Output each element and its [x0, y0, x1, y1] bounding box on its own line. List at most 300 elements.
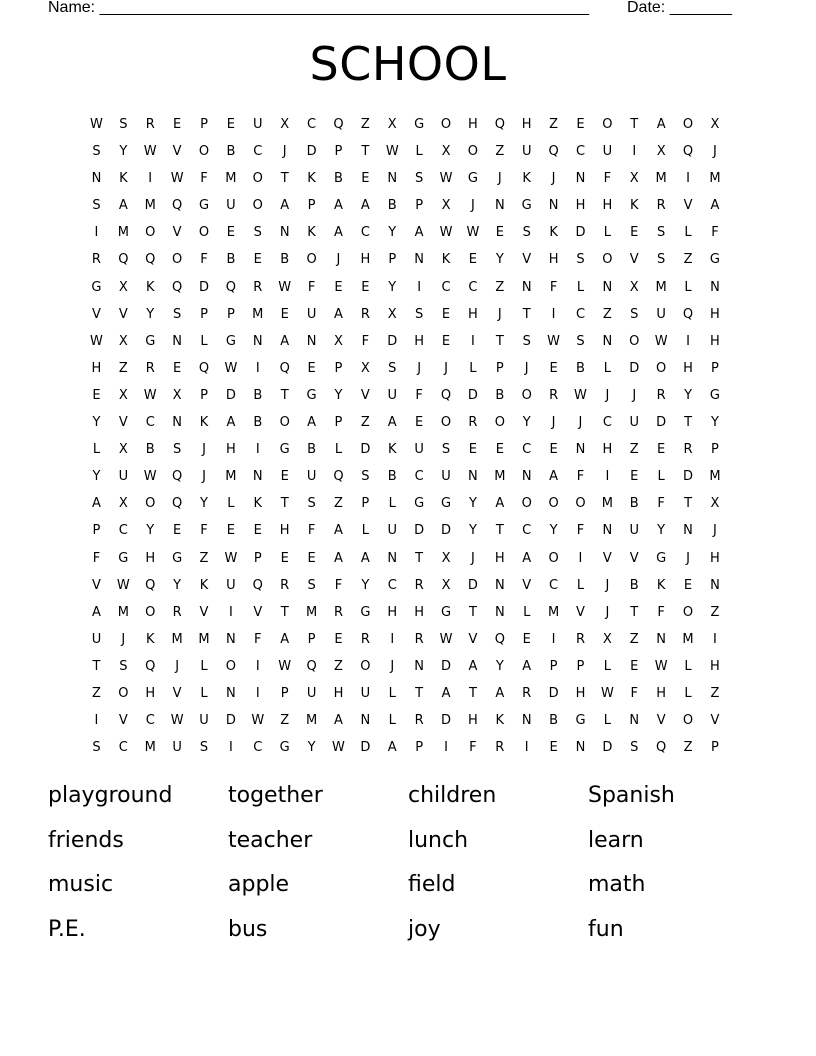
grid-letter: X	[710, 117, 720, 132]
grid-letter: C	[118, 740, 128, 756]
grid-letter: L	[200, 685, 208, 701]
grid-letter: L	[415, 144, 423, 160]
grid-letter: A	[280, 631, 290, 647]
grid-letter: C	[145, 713, 155, 729]
grid-letter: R	[414, 631, 424, 647]
grid-letter: S	[92, 198, 101, 214]
grid-letter: A	[414, 225, 424, 241]
word-list-item: Spanish	[588, 783, 675, 808]
grid-letter: D	[199, 279, 210, 295]
grid-letter: H	[145, 550, 156, 566]
grid-letter: H	[279, 523, 290, 539]
grid-letter: S	[119, 117, 128, 132]
grid-letter: Z	[91, 685, 101, 701]
grid-letter: F	[657, 604, 665, 620]
grid-letter: M	[682, 631, 694, 647]
grid-letter: T	[684, 496, 693, 512]
grid-letter: F	[254, 631, 262, 647]
grid-letter: V	[172, 144, 182, 160]
grid-letter: A	[360, 550, 370, 566]
grid-letter: W	[439, 225, 453, 241]
grid-letter: K	[307, 225, 316, 241]
grid-letter: Y	[334, 387, 343, 403]
grid-letter: E	[549, 442, 558, 458]
grid-letter: Y	[495, 252, 504, 268]
grid-letter: I	[255, 442, 260, 458]
grid-letter: G	[91, 279, 102, 295]
grid-letter: X	[118, 387, 128, 403]
grid-letter: D	[441, 523, 452, 539]
grid-letter: P	[576, 658, 585, 674]
grid-letter: K	[199, 577, 209, 593]
grid-letter: X	[629, 279, 639, 295]
grid-letter: R	[656, 387, 666, 403]
header	[48, 0, 748, 19]
grid-letter: U	[656, 306, 666, 322]
grid-letter: A	[91, 496, 101, 512]
grid-letter: P	[361, 496, 370, 512]
grid-letter: L	[657, 469, 665, 485]
grid-letter: P	[388, 252, 397, 268]
grid-letter: B	[226, 144, 236, 160]
grid-letter: V	[602, 550, 612, 566]
grid-letter: G	[172, 550, 183, 566]
word-list-item: teacher	[228, 827, 313, 853]
grid-letter: N	[91, 171, 102, 187]
grid-letter: Y	[468, 496, 477, 512]
grid-letter: R	[414, 577, 424, 593]
grid-letter: F	[711, 225, 719, 241]
grid-letter: U	[602, 144, 613, 160]
grid-letter: C	[118, 523, 128, 539]
grid-letter: Y	[146, 306, 155, 322]
word-list-item: together	[228, 783, 323, 808]
grid-letter: H	[145, 685, 156, 701]
grid-letter: F	[361, 333, 370, 349]
grid-letter: C	[441, 279, 451, 295]
grid-letter: U	[172, 740, 182, 756]
grid-letter: V	[118, 713, 128, 729]
grid-letter: J	[390, 658, 395, 674]
grid-letter: G	[279, 740, 290, 756]
grid-letter: N	[414, 658, 424, 674]
grid-letter: U	[441, 469, 451, 485]
grid-letter: J	[605, 577, 610, 593]
grid-letter: E	[361, 279, 370, 295]
grid-letter: T	[495, 523, 504, 539]
grid-letter: F	[334, 577, 343, 593]
grid-letter: D	[441, 713, 452, 729]
grid-letter: N	[494, 604, 505, 620]
grid-letter: K	[119, 171, 128, 187]
grid-letter: X	[118, 442, 128, 458]
grid-letter: Q	[172, 198, 183, 214]
grid-letter: I	[228, 740, 233, 756]
grid-letter: A	[226, 415, 236, 431]
grid-letter: E	[495, 442, 504, 458]
grid-letter: Y	[92, 415, 101, 431]
grid-letter: W	[170, 171, 184, 187]
grid-letter: D	[548, 685, 559, 701]
grid-letter: G	[198, 198, 210, 214]
grid-letter: N	[494, 198, 505, 214]
grid-letter: H	[494, 550, 505, 566]
grid-letter: I	[94, 225, 99, 241]
grid-letter: Q	[252, 577, 263, 593]
grid-letter: S	[522, 225, 531, 241]
grid-letter: I	[255, 360, 260, 376]
grid-letter: Q	[494, 117, 505, 132]
grid-letter: L	[200, 333, 208, 349]
grid-letter: V	[656, 713, 666, 729]
grid-letter: U	[118, 469, 129, 485]
grid-letter: B	[226, 252, 236, 268]
grid-letter: W	[439, 631, 453, 647]
grid-letter: U	[91, 631, 102, 647]
grid-letter: L	[388, 713, 396, 729]
grid-letter: X	[172, 387, 182, 403]
grid-letter: H	[602, 442, 613, 458]
grid-letter: E	[280, 550, 289, 566]
word-list-item: joy	[408, 916, 441, 942]
grid-letter: F	[549, 279, 558, 295]
grid-letter: L	[200, 658, 208, 674]
grid-letter: Q	[494, 631, 505, 647]
grid-letter: A	[495, 496, 505, 512]
grid-letter: R	[253, 279, 263, 295]
grid-letter: F	[630, 685, 638, 701]
grid-letter: A	[91, 604, 101, 620]
grid-letter: A	[441, 685, 451, 701]
grid-letter: M	[494, 469, 506, 485]
grid-letter: E	[173, 117, 182, 132]
grid-letter: G	[225, 333, 236, 349]
grid-letter: D	[225, 713, 236, 729]
grid-letter: R	[414, 713, 424, 729]
grid-letter: Z	[280, 713, 290, 729]
grid-letter: P	[307, 198, 316, 214]
grid-letter: R	[495, 740, 505, 756]
grid-letter: P	[200, 306, 208, 322]
grid-letter: Q	[225, 279, 237, 295]
grid-letter: H	[683, 360, 693, 376]
grid-letter: P	[711, 360, 719, 376]
grid-letter: U	[629, 523, 640, 539]
grid-letter: P	[200, 387, 208, 403]
grid-letter: J	[336, 252, 341, 268]
grid-letter: Y	[307, 740, 316, 756]
grid-letter: C	[575, 144, 586, 160]
grid-letter: R	[656, 198, 666, 214]
grid-letter: I	[390, 631, 395, 647]
grid-letter: T	[280, 496, 289, 512]
grid-letter: G	[118, 550, 129, 566]
grid-letter: J	[282, 144, 287, 160]
grid-letter: D	[602, 740, 613, 756]
grid-letter: J	[497, 306, 502, 322]
grid-letter: O	[279, 415, 290, 431]
grid-letter: I	[551, 306, 556, 322]
grid-letter: I	[686, 171, 690, 187]
grid-letter: G	[709, 252, 720, 268]
grid-letter: N	[575, 171, 586, 187]
grid-letter: O	[198, 225, 210, 241]
grid-letter: M	[144, 740, 156, 756]
grid-letter: O	[198, 144, 210, 160]
grid-letter: N	[629, 713, 640, 729]
grid-letter: J	[605, 387, 610, 403]
grid-letter: I	[578, 550, 583, 566]
grid-letter: M	[305, 713, 318, 729]
grid-letter: N	[360, 713, 371, 729]
word-list-item: fun	[588, 916, 624, 942]
grid-letter: N	[521, 469, 532, 485]
grid-letter: F	[603, 171, 612, 187]
grid-letter: I	[255, 658, 260, 674]
grid-letter: D	[629, 360, 640, 376]
grid-letter: W	[90, 333, 103, 349]
grid-letter: N	[252, 469, 263, 485]
grid-letter: L	[469, 360, 477, 376]
grid-letter: G	[279, 442, 290, 458]
grid-letter: A	[549, 469, 559, 485]
grid-letter: I	[94, 713, 99, 729]
grid-letter: O	[467, 144, 479, 160]
grid-letter: S	[307, 577, 316, 593]
grid-letter: I	[524, 740, 529, 756]
grid-letter: L	[334, 442, 343, 458]
grid-letter: T	[522, 306, 531, 322]
grid-letter: E	[173, 523, 182, 539]
grid-letter: I	[148, 171, 153, 187]
grid-letter: L	[684, 685, 692, 701]
grid-letter: W	[224, 550, 238, 566]
grid-letter: N	[279, 225, 290, 241]
grid-letter: O	[521, 496, 532, 512]
grid-letter: E	[630, 225, 639, 241]
grid-letter: W	[654, 658, 668, 674]
grid-letter: N	[683, 523, 693, 539]
name-field[interactable]: Name: _______________________________________________________	[48, 0, 589, 16]
grid-letter: F	[200, 171, 208, 187]
grid-letter: O	[629, 333, 640, 349]
grid-letter: E	[657, 442, 666, 458]
grid-letter: H	[414, 604, 425, 620]
grid-letter: J	[444, 360, 448, 376]
grid-letter: U	[306, 469, 317, 485]
grid-letter: L	[576, 279, 585, 295]
grid-letter: Z	[334, 658, 343, 674]
grid-letter: C	[549, 577, 559, 593]
grid-letter: R	[683, 442, 693, 458]
grid-letter: D	[360, 740, 371, 756]
grid-letter: K	[307, 171, 316, 187]
grid-letter: X	[387, 306, 397, 322]
grid-letter: A	[334, 550, 343, 566]
grid-letter: O	[602, 252, 613, 268]
grid-letter: G	[414, 117, 425, 132]
grid-letter: C	[253, 144, 263, 160]
grid-letter: L	[684, 658, 692, 674]
grid-letter: Z	[629, 631, 639, 647]
grid-letter: J	[417, 360, 422, 376]
grid-letter: V	[629, 550, 639, 566]
grid-letter: C	[602, 415, 612, 431]
grid-letter: C	[468, 279, 478, 295]
grid-letter: I	[605, 469, 610, 485]
grid-letter: Z	[334, 496, 343, 512]
grid-letter: X	[118, 496, 128, 512]
grid-letter: Z	[602, 306, 612, 322]
grid-letter: K	[253, 496, 263, 512]
word-list-item: bus	[228, 916, 268, 942]
grid-letter: V	[360, 387, 370, 403]
grid-letter: A	[280, 333, 290, 349]
grid-letter: Z	[495, 144, 505, 160]
grid-letter: E	[441, 333, 451, 349]
grid-letter: Q	[145, 577, 156, 593]
grid-letter: C	[575, 306, 586, 322]
grid-letter: W	[439, 171, 453, 187]
grid-letter: T	[468, 685, 477, 701]
grid-letter: J	[551, 415, 556, 431]
grid-letter: B	[253, 415, 263, 431]
grid-letter: R	[91, 252, 101, 268]
grid-letter: O	[225, 658, 237, 674]
grid-letter: R	[280, 577, 290, 593]
grid-letter: O	[252, 171, 263, 187]
grid-letter: G	[656, 550, 667, 566]
grid-letter: V	[199, 604, 209, 620]
date-field[interactable]: Date: _______	[627, 0, 732, 16]
grid-letter: N	[575, 442, 586, 458]
grid-letter: P	[92, 523, 101, 539]
grid-letter: D	[387, 333, 398, 349]
grid-letter: T	[495, 333, 504, 349]
grid-letter: V	[172, 685, 182, 701]
grid-letter: H	[468, 306, 478, 322]
grid-letter: R	[468, 415, 478, 431]
grid-letter: E	[683, 577, 693, 593]
grid-letter: D	[225, 387, 236, 403]
word-list-item: apple	[228, 872, 290, 897]
grid-letter: G	[440, 496, 452, 512]
grid-letter: H	[360, 252, 371, 268]
grid-letter: I	[444, 740, 448, 756]
grid-letter: V	[576, 604, 585, 620]
grid-letter: V	[468, 631, 478, 647]
grid-letter: C	[145, 415, 155, 431]
grid-letter: Q	[198, 360, 210, 376]
grid-letter: E	[226, 225, 235, 241]
grid-letter: V	[522, 252, 532, 268]
grid-letter: O	[306, 252, 317, 268]
grid-letter: S	[361, 469, 370, 485]
grid-letter: F	[200, 523, 208, 539]
grid-letter: P	[415, 740, 424, 756]
grid-letter: W	[547, 333, 561, 349]
word-list-item: playground	[48, 783, 173, 808]
grid-letter: H	[710, 658, 720, 674]
grid-letter: Q	[682, 144, 694, 160]
grid-letter: T	[280, 171, 289, 187]
grid-letter: M	[252, 306, 264, 322]
grid-letter: X	[360, 360, 370, 376]
grid-letter: E	[415, 415, 424, 431]
grid-letter: O	[682, 713, 694, 729]
grid-letter: H	[710, 306, 720, 322]
grid-letter: Q	[145, 658, 156, 674]
grid-letter: N	[548, 198, 559, 214]
grid-letter: E	[280, 469, 289, 485]
grid-letter: J	[551, 171, 556, 187]
grid-letter: H	[548, 252, 559, 268]
grid-letter: E	[549, 740, 558, 756]
grid-letter: P	[280, 685, 289, 701]
grid-letter: Y	[522, 415, 531, 431]
grid-letter: A	[334, 713, 343, 729]
grid-letter: A	[522, 550, 532, 566]
word-list-item: lunch	[408, 827, 469, 853]
grid-letter: M	[547, 604, 560, 620]
grid-letter: E	[307, 360, 316, 376]
grid-letter: B	[549, 713, 559, 729]
grid-letter: N	[468, 469, 478, 485]
grid-letter: E	[226, 117, 235, 132]
grid-letter: O	[440, 415, 452, 431]
grid-letter: Z	[495, 279, 505, 295]
grid-letter: N	[575, 740, 586, 756]
grid-letter: R	[172, 604, 182, 620]
grid-letter: F	[200, 252, 208, 268]
grid-letter: T	[415, 550, 424, 566]
grid-letter: X	[441, 144, 451, 160]
grid-letter: V	[522, 577, 532, 593]
grid-letter: A	[334, 225, 343, 241]
grid-letter: E	[630, 658, 639, 674]
grid-letter: X	[602, 631, 612, 647]
grid-letter: X	[441, 550, 451, 566]
grid-letter: R	[522, 685, 532, 701]
grid-letter: L	[92, 442, 101, 458]
grid-letter: H	[387, 604, 398, 620]
grid-letter: W	[143, 387, 157, 403]
grid-letter: U	[360, 685, 371, 701]
grid-letter: E	[173, 360, 182, 376]
grid-letter: S	[172, 442, 182, 458]
grid-letter: M	[305, 604, 318, 620]
grid-letter: S	[172, 306, 182, 322]
grid-letter: O	[602, 117, 613, 132]
word-list	[48, 776, 768, 954]
grid-letter: M	[709, 171, 721, 187]
grid-letter: S	[92, 740, 101, 756]
grid-letter: S	[576, 333, 585, 349]
grid-letter: T	[280, 387, 289, 403]
grid-letter: K	[522, 171, 531, 187]
grid-letter: V	[629, 252, 639, 268]
grid-letter: U	[226, 577, 236, 593]
grid-letter: W	[116, 577, 130, 593]
grid-letter: S	[657, 225, 666, 241]
grid-letter: W	[278, 279, 292, 295]
grid-letter: M	[601, 496, 613, 512]
grid-letter: D	[683, 469, 694, 485]
grid-letter: A	[468, 658, 478, 674]
grid-letter: K	[145, 279, 155, 295]
grid-letter: A	[334, 306, 343, 322]
grid-letter: B	[145, 442, 155, 458]
